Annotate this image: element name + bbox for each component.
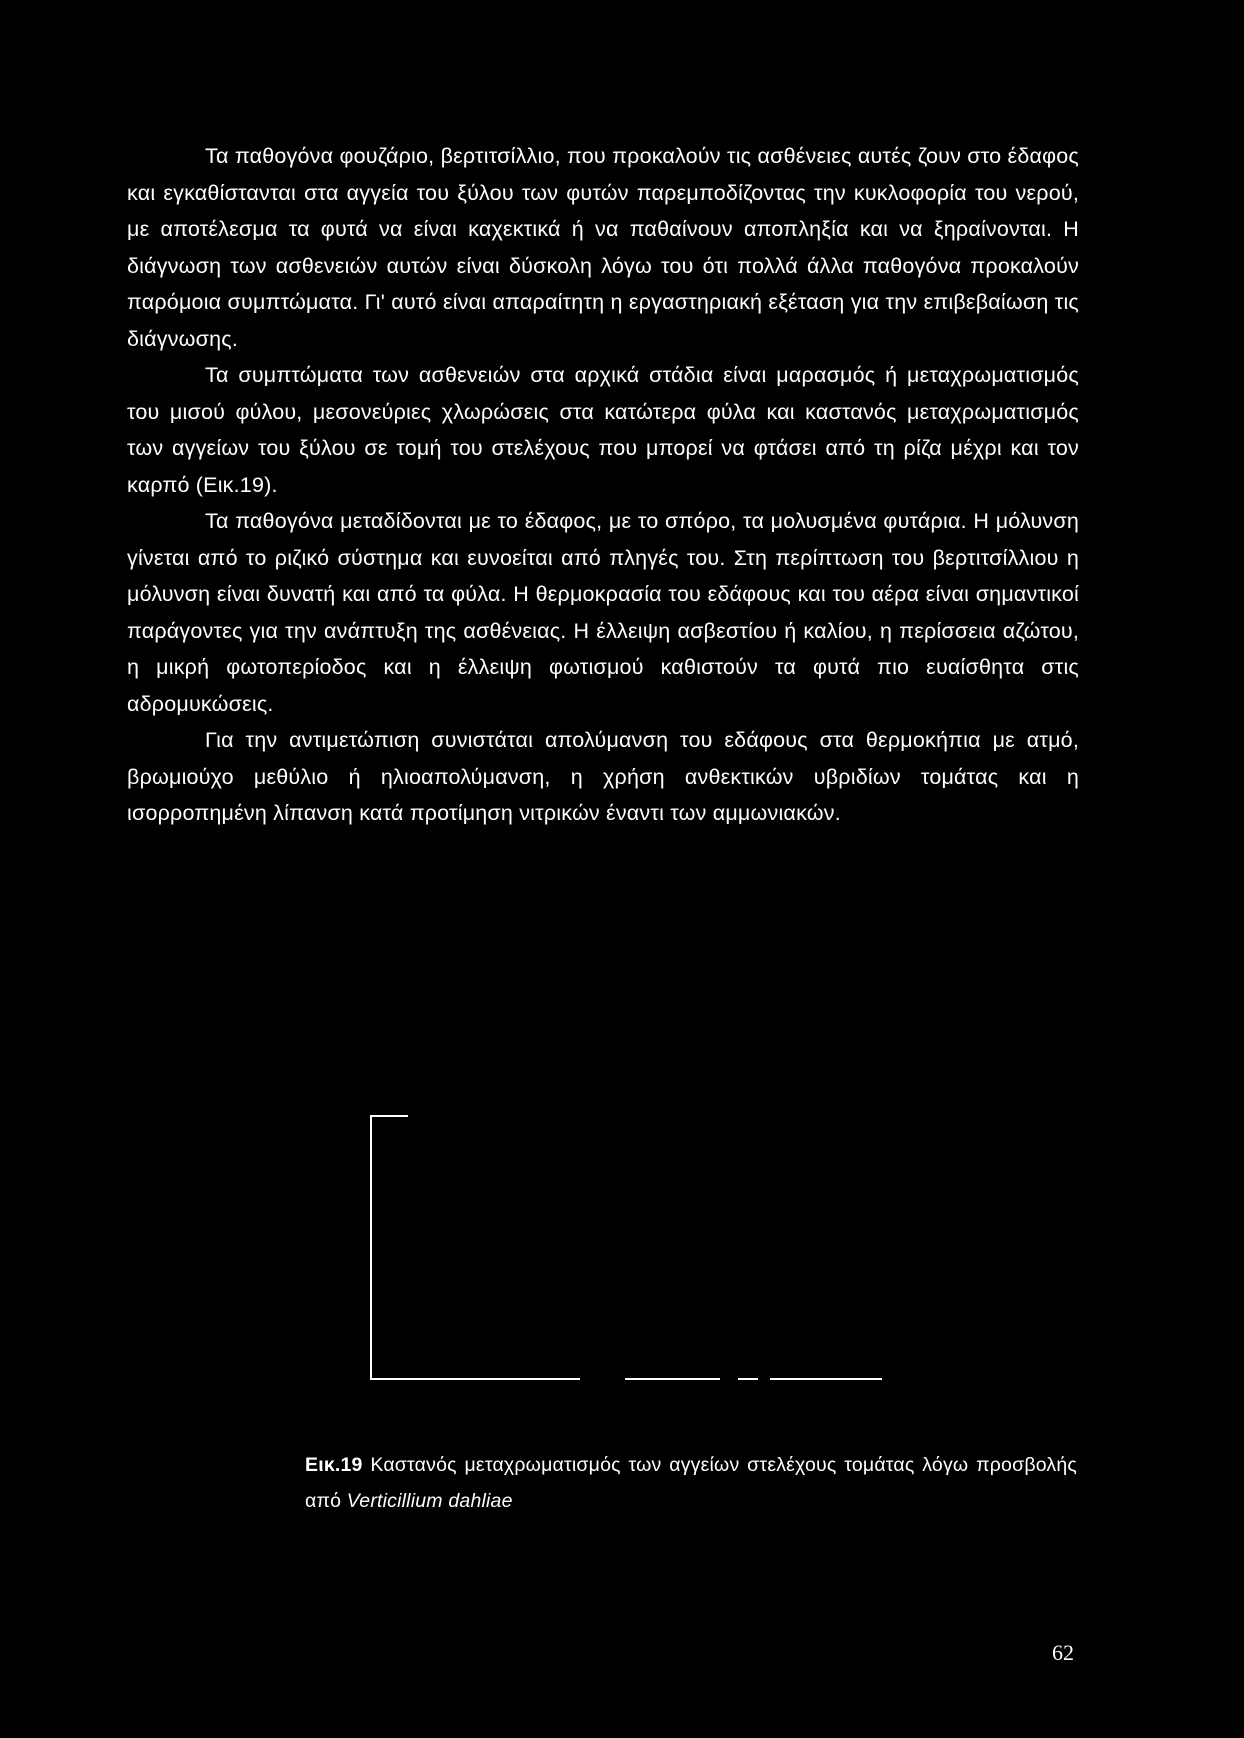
figure-frame-left-edge [370, 1115, 372, 1380]
figure-caption [305, 1447, 1077, 1519]
figure-frame-bottom-edge [770, 1378, 882, 1380]
page-number: 62 [1052, 1640, 1074, 1665]
figure-image-frame [370, 1115, 890, 1380]
figure-frame-bottom-edge [625, 1378, 720, 1380]
paragraph-3: Τα παθογόνα μεταδίδονται με το έδαφος, με το σπόρο, τα μολυσμένα φυτάρια. Η μόλυνση γίνεται από το ριζικό σύστημα και ευνοείται από πληγές του. Στη περίπτωση του βερτιτσίλλιου η μόλυνση είναι δυνατή και από τα φύλα. Η θερμοκρασία του εδάφους και του αέρα είναι σημαντικοί παράγοντες για την ανάπτυξη της ασθένειας. Η έλλειψη ασβεστίου ή καλίου, η περίσσεια αζώτου, η μικρή φωτοπερίοδος και η έλλειψη φωτισμού καθιστούν τα φυτά πιο ευαίσθητα στις αδρομυκώσεις. [127, 509, 1079, 716]
figure-species-name: Verticillium dahliae [346, 1490, 513, 1512]
figure-caption-text: Καστανός μεταχρωματισμός των αγγείων στελέχους τομάτας λόγω προσβολής από [305, 1454, 1077, 1512]
paragraph-4: Για την αντιμετώπιση συνιστάται απολύμανση του εδάφους στα θερμοκήπια με ατμό, βρωμιούχο μεθύλιο ή ηλιοαπολύμανση, η χρήση ανθεκτικών υβριδίων τομάτας και η ισορροπημένη λίπανση κατά προτίμηση νιτρικών έναντι των αμμωνιακών. [127, 728, 1079, 825]
paragraph-1: Τα παθογόνα φουζάριο, βερτιτσίλλιο, που προκαλούν τις ασθένειες αυτές ζουν στο έδαφος και εγκαθίστανται στα αγγεία του ξύλου των φυτών παρεμποδίζοντας την κυκλοφορία του νερού, με αποτέλεσμα τα φυτά να είναι καχεκτικά ή να παθαίνουν αποπληξία και να ξηραίνονται. Η διάγνωση των ασθενειών αυτών είναι δύσκολη λόγω του ότι πολλά άλλα παθογόνα προκαλούν παρόμοια συμπτώματα. Γι' αυτό είναι απαραίτητη η εργαστηριακή εξέταση για την επιβεβαίωση τις διάγνωσης. [127, 144, 1079, 351]
body-text [127, 138, 1079, 832]
figure-frame-bottom-edge [738, 1378, 758, 1380]
paragraph-2: Τα συμπτώματα των ασθενειών στα αρχικά στάδια είναι μαρασμός ή μεταχρωματισμός του μισού φύλου, μεσονεύριες χλωρώσεις στα κατώτερα φύλα και καστανός μεταχρωματισμός των αγγείων του ξύλου σε τομή του στελέχους που μπορεί να φτάσει από τη ρίζα μέχρι και τον καρπό (Εικ.19). [127, 363, 1079, 497]
figure-frame-bottom-edge [370, 1378, 580, 1380]
figure-frame-top-edge [370, 1115, 408, 1117]
figure-label: Εικ.19 [305, 1454, 363, 1476]
